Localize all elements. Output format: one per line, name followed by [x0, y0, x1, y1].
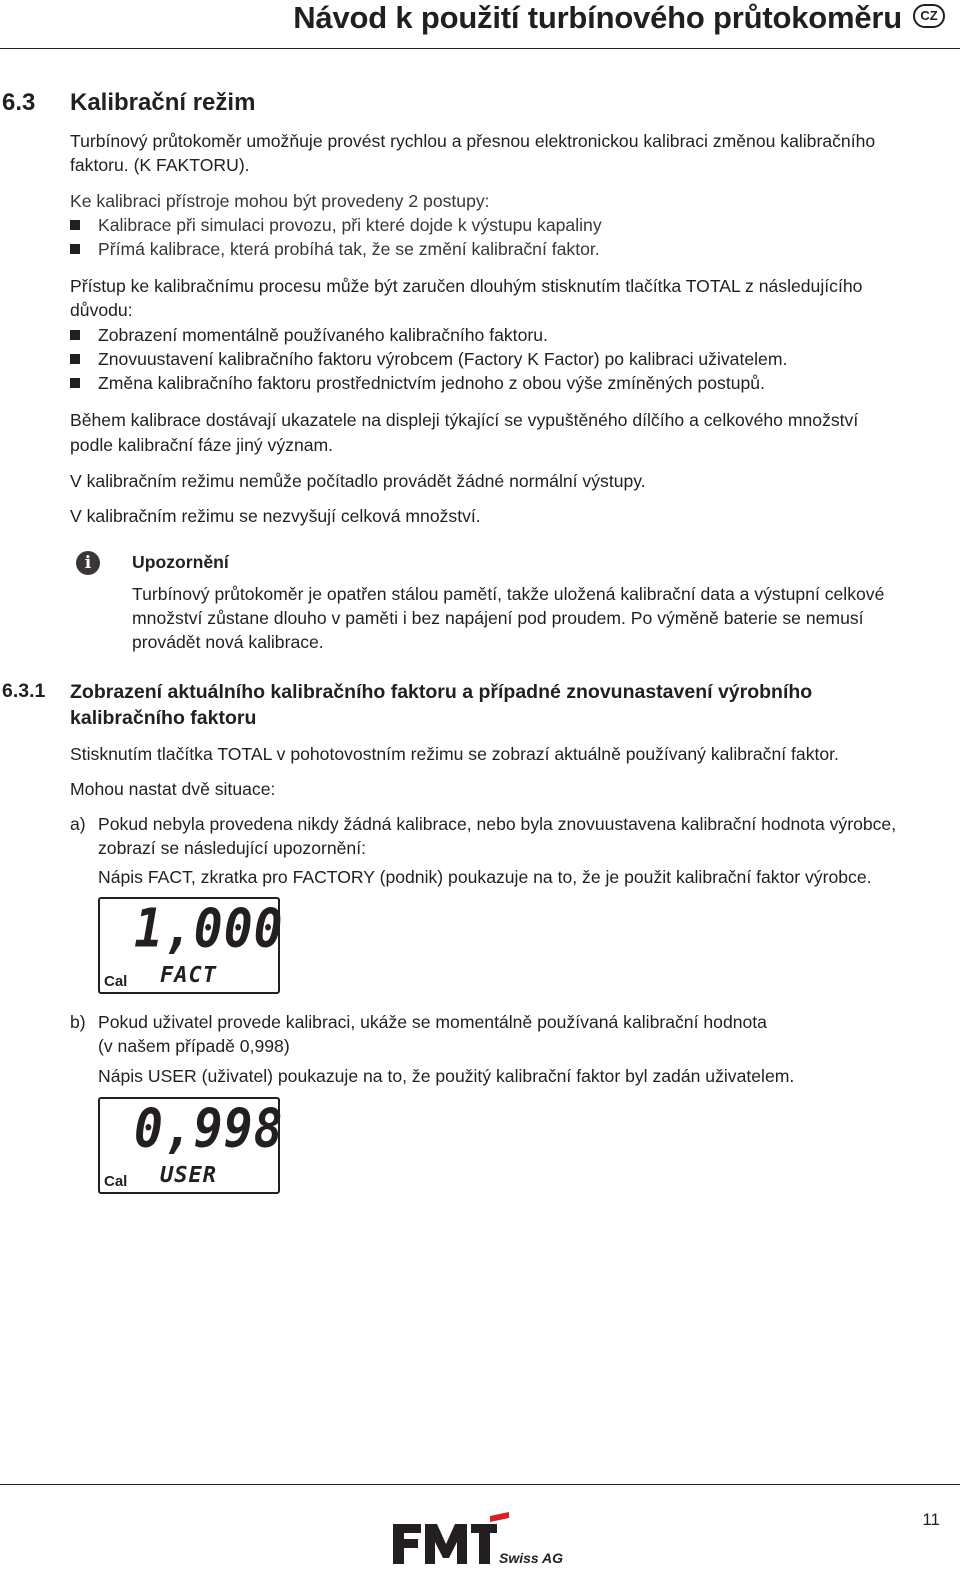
access-text-line: Přístup ke kalibračnímu procesu může být zaručen dlouhým stisknutím tlačítka TOTAL z následujícího: [70, 276, 863, 296]
bullet: [70, 378, 80, 388]
procedures-intro: Ke kalibraci přístroje mohou být provedeny 2 postupy:: [70, 191, 490, 211]
case-b-label: b): [70, 1012, 86, 1032]
case-b-explanation: Nápis USER (uživatel) poukazuje na to, že použitý kalibrační faktor byl zadán uživatelem.: [98, 1066, 795, 1086]
no-increase-text: V kalibračním režimu se nezvyšují celková množství.: [70, 506, 481, 526]
footer-rule: [0, 1484, 960, 1485]
access-reason-item: Zobrazení momentálně používaného kalibračního faktoru.: [98, 325, 548, 345]
intro-line: faktoru. (K FAKTORU).: [70, 155, 250, 175]
intro-line: Turbínový průtokoměr umožňuje provést rychlou a přesnou elektronickou kalibraci změnou kalibračního: [70, 131, 876, 151]
info-icon: i: [76, 551, 100, 575]
lcd-value: 0,998: [134, 1097, 284, 1160]
case-b-line: (v našem případě 0,998): [98, 1036, 290, 1056]
page-number: 11: [922, 1510, 940, 1529]
note-line: Turbínový průtokoměr je opatřen stálou pamětí, takže uložená kalibrační data a výstupní celkové: [132, 584, 885, 604]
note-line: provádět nová kalibrace.: [132, 632, 324, 652]
bullet: [70, 330, 80, 340]
case-a-line: zobrazí se následující upozornění:: [98, 838, 366, 858]
case-a-explanation: Nápis FACT, zkratka pro FACTORY (podnik) poukazuje na to, že je použit kalibrační faktor výrobce.: [98, 867, 872, 887]
note-title: Upozornění: [132, 552, 229, 572]
note-line: množství zůstane dlouho v paměti i bez napájení pod proudem. Po výměně baterie se nemusí: [132, 608, 864, 628]
bullet: [70, 354, 80, 364]
procedure-item: Přímá kalibrace, která probíhá tak, že se změní kalibrační faktor.: [98, 239, 600, 259]
subsection-title-line: Zobrazení aktuálního kalibračního faktoru a případné znovunastavení výrobního: [70, 681, 813, 703]
bullet: [70, 220, 80, 230]
lcd-display-user: [98, 1097, 284, 1194]
case-a-line: Pokud nebyla provedena nikdy žádná kalibrace, nebo byla znovuustavena kalibrační hodnota výrobce,: [98, 814, 897, 834]
bullet: [70, 244, 80, 254]
language-badge: CZ: [913, 4, 945, 28]
fmt-logo: [391, 1512, 571, 1572]
section-number: 6.3: [2, 89, 36, 116]
access-reason-item: Změna kalibračního faktoru prostřednictvím jednoho z obou výše zmíněných postupů.: [98, 373, 765, 393]
subsection-title-line: kalibračního faktoru: [70, 707, 257, 729]
access-reason-item: Znovuustavení kalibračního faktoru výrobcem (Factory K Factor) po kalibraci uživatelem.: [98, 349, 788, 369]
press-total-text: Stisknutím tlačítka TOTAL v pohotovostním režimu se zobrazí aktuálně používaný kalibrační faktor.: [70, 744, 839, 764]
lcd-cal-label: Cal: [104, 973, 128, 990]
lcd-mode-label: FACT: [160, 963, 217, 988]
lcd-mode-label: USER: [160, 1163, 217, 1188]
logo-sub: Swiss AG: [499, 1550, 564, 1566]
page-header-title: Návod k použití turbínového průtokoměru: [293, 0, 902, 35]
header-rule: [0, 48, 960, 49]
procedure-item: Kalibrace při simulaci provozu, při které dojde k výstupu kapaliny: [98, 215, 602, 235]
subsection-number: 6.3.1: [2, 680, 46, 702]
lcd-cal-label: Cal: [104, 1173, 128, 1190]
lcd-display-factory: [98, 897, 284, 994]
two-situations-text: Mohou nastat dvě situace:: [70, 779, 276, 799]
case-b-line: Pokud uživatel provede kalibraci, ukáže se momentálně používaná kalibrační hodnota: [98, 1012, 767, 1032]
lcd-value: 1,000: [134, 897, 284, 960]
during-text-line: podle kalibrační fáze jiný význam.: [70, 435, 334, 455]
section-title: Kalibrační režim: [70, 89, 256, 116]
no-outputs-text: V kalibračním režimu nemůže počítadlo provádět žádné normální výstupy.: [70, 471, 646, 491]
access-text-line: důvodu:: [70, 300, 133, 320]
during-text-line: Během kalibrace dostávají ukazatele na displeji týkající se vypuštěného dílčího a celkového množství: [70, 410, 859, 430]
case-a-label: a): [70, 814, 86, 834]
